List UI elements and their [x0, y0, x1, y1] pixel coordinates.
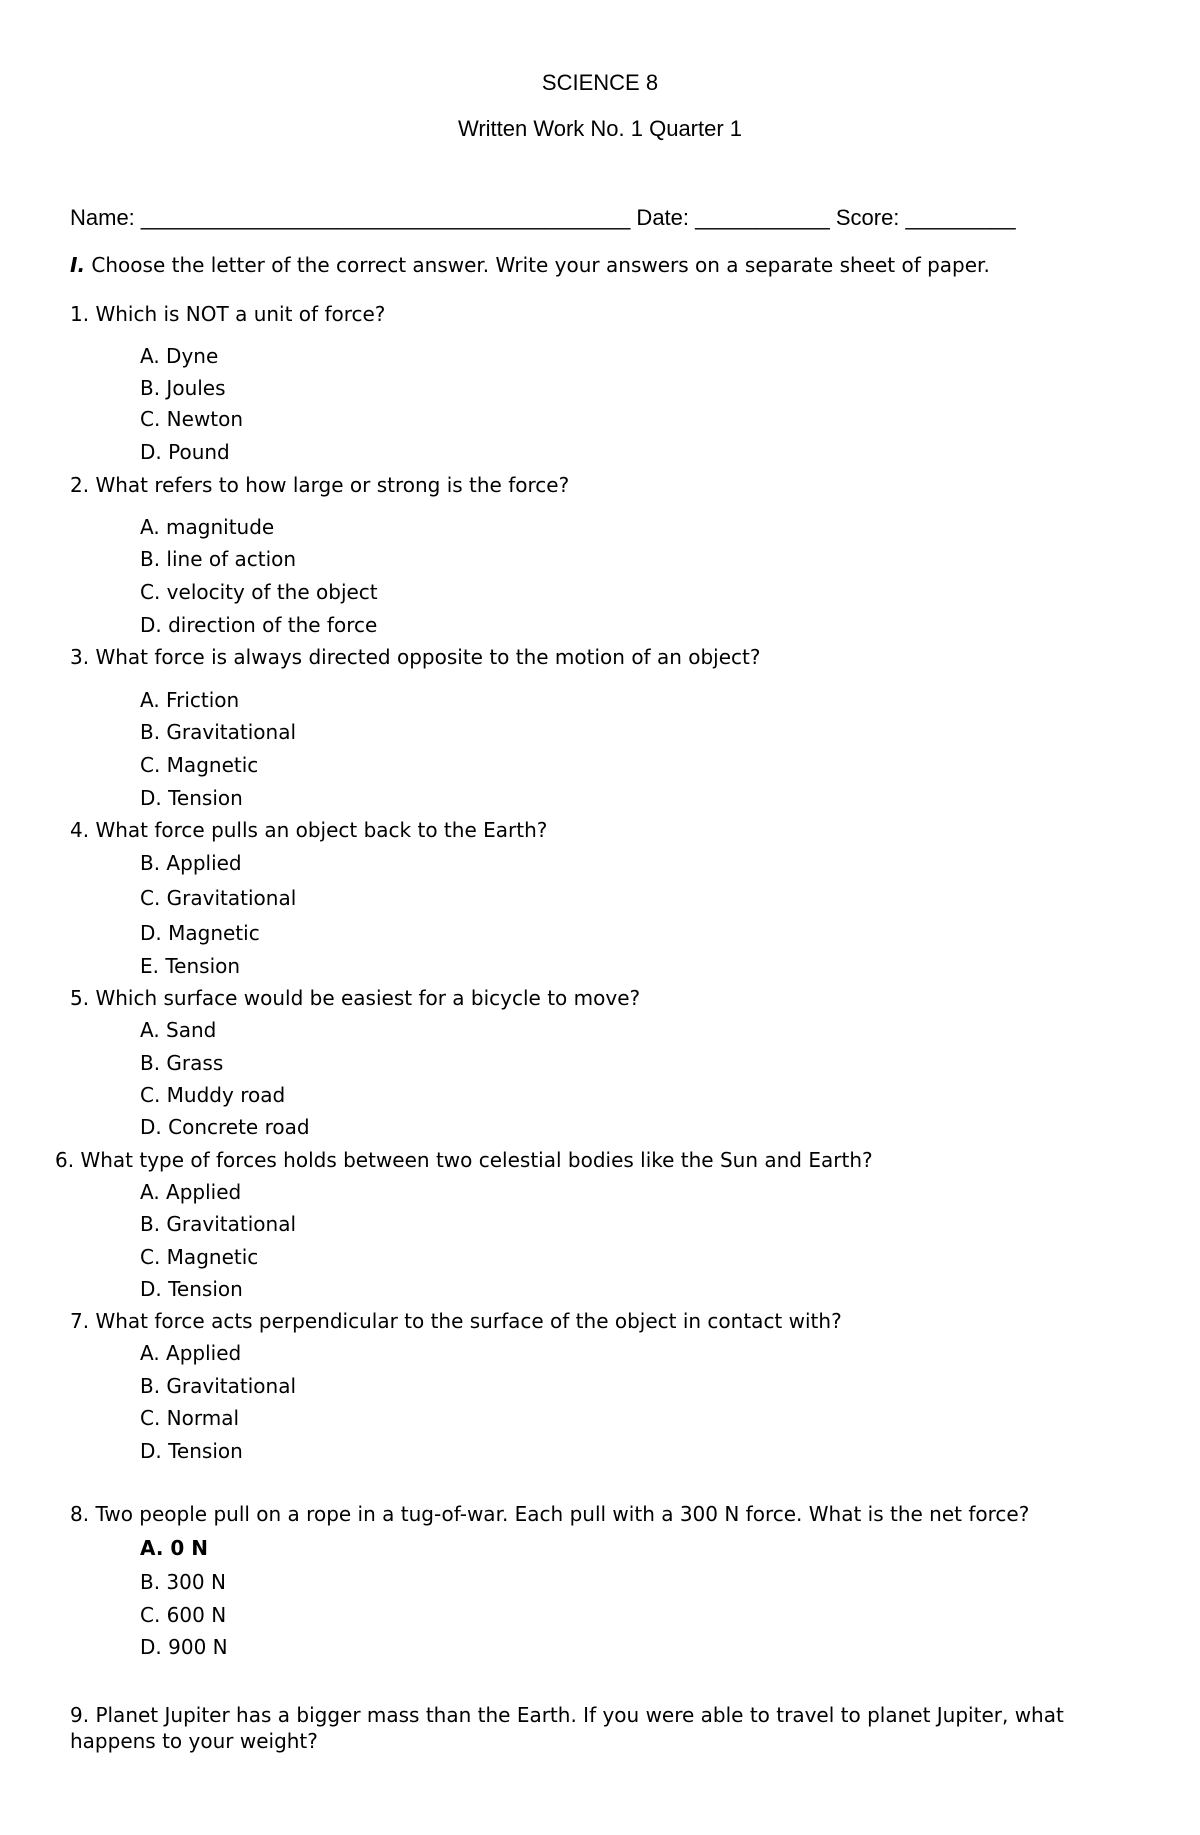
page-subtitle: Written Work No. 1 Quarter 1	[457, 116, 743, 141]
instruction	[70, 253, 990, 277]
q8-option-d: D. 900 N	[140, 1635, 228, 1659]
q3-option-a: A. Friction	[140, 688, 240, 712]
question-3: 3. What force is always directed opposite to the motion of an object?	[70, 645, 761, 669]
q5-option-d: D. Concrete road	[140, 1115, 310, 1139]
q5-option-a: A. Sand	[140, 1018, 217, 1042]
q1-option-d: D. Pound	[140, 440, 230, 464]
question-4: 4. What force pulls an object back to the Earth?	[70, 818, 548, 842]
q8-option-c: C. 600 N	[140, 1603, 227, 1627]
q4-option-e: E. Tension	[140, 954, 241, 978]
instruction-number: I.	[70, 253, 86, 277]
question-9: 9. Planet Jupiter has a bigger mass than the Earth. If you were able to travel to planet Jupiter, what happens to your weight?	[70, 1703, 1064, 1753]
q7-option-c: C. Normal	[140, 1406, 240, 1430]
q2-option-c: C. velocity of the object	[140, 580, 378, 604]
q3-option-d: D. Tension	[140, 786, 243, 810]
q8-option-b: B. 300 N	[140, 1570, 226, 1594]
q5-option-c: C. Muddy road	[140, 1083, 286, 1107]
q7-option-b: B. Gravitational	[140, 1374, 297, 1398]
q3-option-b: B. Gravitational	[140, 720, 297, 744]
q6-option-d: D. Tension	[140, 1277, 243, 1301]
question-2: 2. What refers to how large or strong is the force?	[70, 473, 570, 497]
q7-option-a: A. Applied	[140, 1341, 242, 1365]
q1-option-a: A. Dyne	[140, 344, 219, 368]
question-8: 8. Two people pull on a rope in a tug-of-war. Each pull with a 300 N force. What is the net force?	[70, 1502, 1030, 1526]
q5-option-b: B. Grass	[140, 1051, 224, 1075]
q4-option-c: C. Gravitational	[140, 886, 297, 910]
q1-option-c: C. Newton	[140, 407, 244, 431]
instruction-text: Choose the letter of the correct answer. Write your answers on a separate sheet of paper.	[85, 253, 990, 277]
q6-option-c: C. Magnetic	[140, 1245, 259, 1269]
q4-option-d: D. Magnetic	[140, 921, 260, 945]
student-fields-line: Name: ________________________________________ Date: ___________ Score: _________	[70, 205, 1016, 230]
question-5: 5. Which surface would be easiest for a bicycle to move?	[70, 986, 641, 1010]
question-1: 1. Which is NOT a unit of force?	[70, 302, 386, 326]
q1-option-b: B. Joules	[140, 376, 226, 400]
q2-option-a: A. magnitude	[140, 515, 275, 539]
q4-option-b: B. Applied	[140, 851, 242, 875]
q3-option-c: C. Magnetic	[140, 753, 259, 777]
q7-option-d: D. Tension	[140, 1439, 243, 1463]
page-title: SCIENCE 8	[541, 70, 659, 95]
q6-option-b: B. Gravitational	[140, 1212, 297, 1236]
q6-option-a: A. Applied	[140, 1180, 242, 1204]
question-6: 6. What type of forces holds between two celestial bodies like the Sun and Earth?	[55, 1148, 873, 1172]
q2-option-d: D. direction of the force	[140, 613, 378, 637]
q2-option-b: B. line of action	[140, 547, 297, 571]
q8-option-a-correct: A. 0 N	[140, 1536, 209, 1560]
question-7: 7. What force acts perpendicular to the surface of the object in contact with?	[70, 1309, 842, 1333]
